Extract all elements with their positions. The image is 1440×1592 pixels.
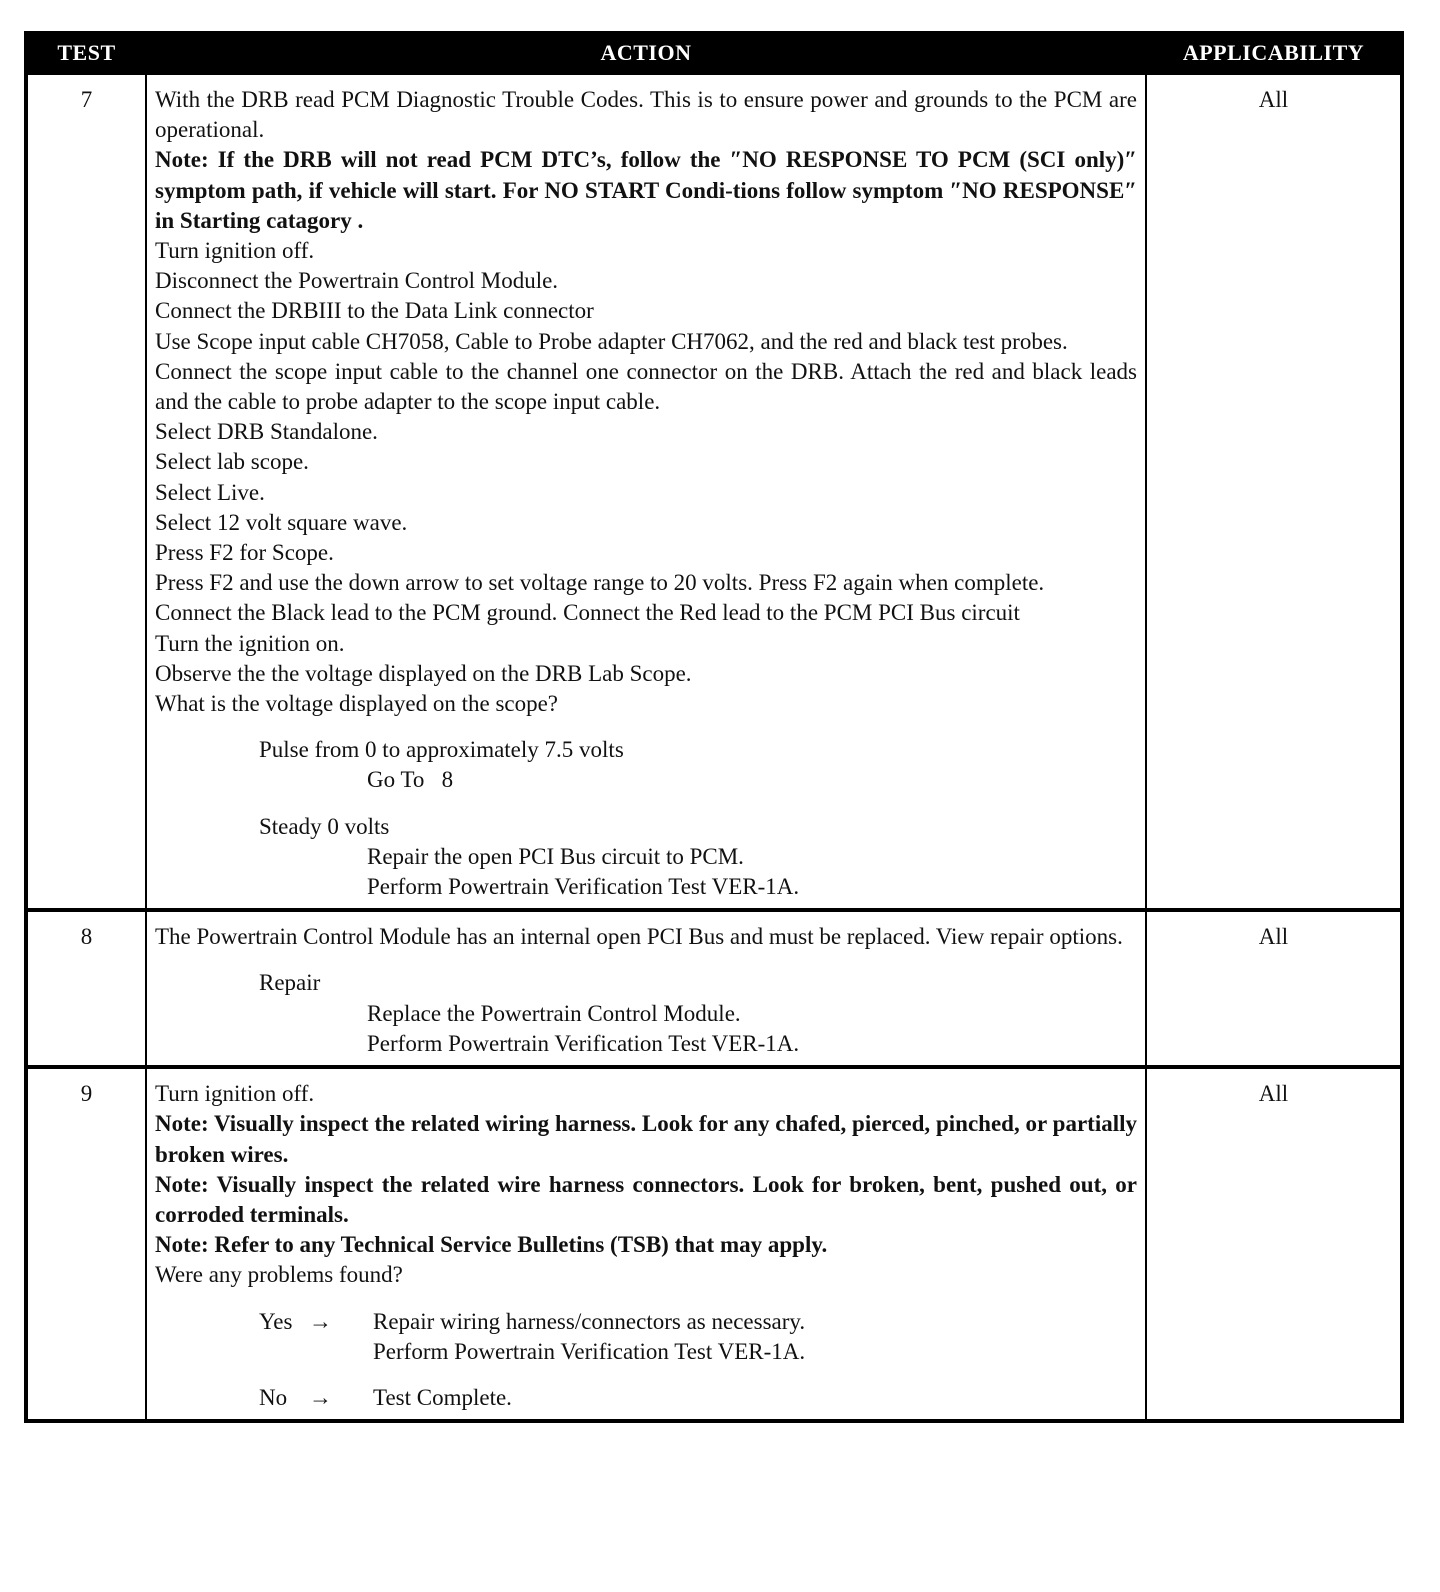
instruction-text: Turn ignition off.	[155, 238, 315, 264]
table-header-row	[26, 33, 1402, 73]
test-row	[26, 73, 1402, 910]
instruction-text: Observe the the voltage displayed on the DRB Lab Scope.	[155, 660, 692, 686]
answer-results	[373, 1307, 1137, 1367]
outcome-result: Go To 8	[367, 767, 454, 793]
header-test: TEST	[26, 33, 146, 73]
answer-label: No	[259, 1384, 288, 1410]
instruction-text: With the DRB read PCM Diagnostic Trouble Codes. This is to ensure power and grounds to the PCM are operational.	[155, 87, 1137, 143]
instruction-text: Turn ignition off.	[155, 1081, 315, 1107]
instruction-text: Turn the ignition on.	[155, 630, 345, 656]
arrow-right-icon: →	[309, 1308, 332, 1334]
applicability-value: All	[1146, 1067, 1402, 1421]
outcome-label: Steady 0 volts	[259, 813, 390, 839]
instruction-text: Connect the Black lead to the PCM ground. Connect the Red lead to the PCM PCI Bus circuit	[155, 600, 1020, 626]
instruction-text: Select Live.	[155, 479, 265, 505]
outcome-result: Perform Powertrain Verification Test VER-1A.	[367, 1030, 800, 1056]
instruction-text: Use Scope input cable CH7058, Cable to Probe adapter CH7062, and the red and black test probes.	[155, 328, 1068, 354]
test-row	[26, 910, 1402, 1067]
applicability-value: All	[1146, 910, 1402, 1067]
outcome-label: Pulse from 0 to approximately 7.5 volts	[259, 737, 624, 763]
test-number: 7	[26, 73, 146, 910]
instruction-text: Select 12 volt square wave.	[155, 509, 408, 535]
instruction-text: Were any problems found?	[155, 1262, 403, 1288]
test-number: 9	[26, 1067, 146, 1421]
outcome-option	[155, 735, 1137, 795]
answer-option	[155, 1383, 1137, 1413]
outcome-label: Repair	[259, 970, 321, 996]
instruction-text: Disconnect the Powertrain Control Module.	[155, 268, 559, 294]
arrow-right-icon: →	[309, 1384, 332, 1410]
instruction-text: Press F2 and use the down arrow to set voltage range to 20 volts. Press F2 again when complete.	[155, 570, 1045, 596]
outcome-result: Perform Powertrain Verification Test VER-1A.	[367, 874, 800, 900]
action-cell	[146, 1067, 1146, 1421]
header-action: ACTION	[146, 33, 1146, 73]
outcome-option	[155, 812, 1137, 903]
action-cell	[146, 910, 1146, 1067]
answer-result: Perform Powertrain Verification Test VER-1A.	[373, 1338, 806, 1364]
instruction-text: What is the voltage displayed on the scope?	[155, 691, 559, 717]
instruction-text: Press F2 for Scope.	[155, 540, 334, 566]
note-text: Note: Refer to any Technical Service Bulletins (TSB) that may apply.	[155, 1232, 828, 1258]
note-text: Note: If the DRB will not read PCM DTC’s, follow the ″NO RESPONSE TO PCM (SCI only)″ symptom path, if vehicle will start. For NO START Condi-tions follow symptom ″NO RESPONSE″ in Starting catagory .	[155, 147, 1137, 233]
diagnostic-table	[24, 31, 1404, 1423]
outcome-result: Repair the open PCI Bus circuit to PCM.	[367, 843, 744, 869]
answer-results	[373, 1383, 1137, 1413]
test-number: 8	[26, 910, 146, 1067]
instruction-text: Select lab scope.	[155, 449, 309, 475]
header-applicability: APPLICABILITY	[1146, 33, 1402, 73]
note-text: Note: Visually inspect the related wiring harness. Look for any chafed, pierced, pinched, or partially broken wires.	[155, 1111, 1137, 1167]
note-text: Note: Visually inspect the related wire harness connectors. Look for broken, bent, pushed out, or corroded terminals.	[155, 1171, 1137, 1227]
outcome-result: Replace the Powertrain Control Module.	[367, 1000, 741, 1026]
applicability-value: All	[1146, 73, 1402, 910]
instruction-text: The Powertrain Control Module has an internal open PCI Bus and must be replaced. View repair options.	[155, 924, 1123, 950]
diagnostic-page	[24, 31, 1400, 1423]
instruction-text: Connect the DRBIII to the Data Link connector	[155, 298, 594, 324]
answer-result: Test Complete.	[373, 1384, 512, 1410]
outcome-option	[155, 968, 1137, 1059]
action-cell	[146, 73, 1146, 910]
answer-option	[155, 1307, 1137, 1367]
test-row	[26, 1067, 1402, 1421]
answer-label: Yes	[259, 1308, 293, 1334]
answer-result: Repair wiring harness/connectors as necessary.	[373, 1308, 806, 1334]
instruction-text: Connect the scope input cable to the channel one connector on the DRB. Attach the red and black leads and the cable to probe adapter to the scope input cable.	[155, 358, 1137, 415]
instruction-text: Select DRB Standalone.	[155, 419, 378, 445]
